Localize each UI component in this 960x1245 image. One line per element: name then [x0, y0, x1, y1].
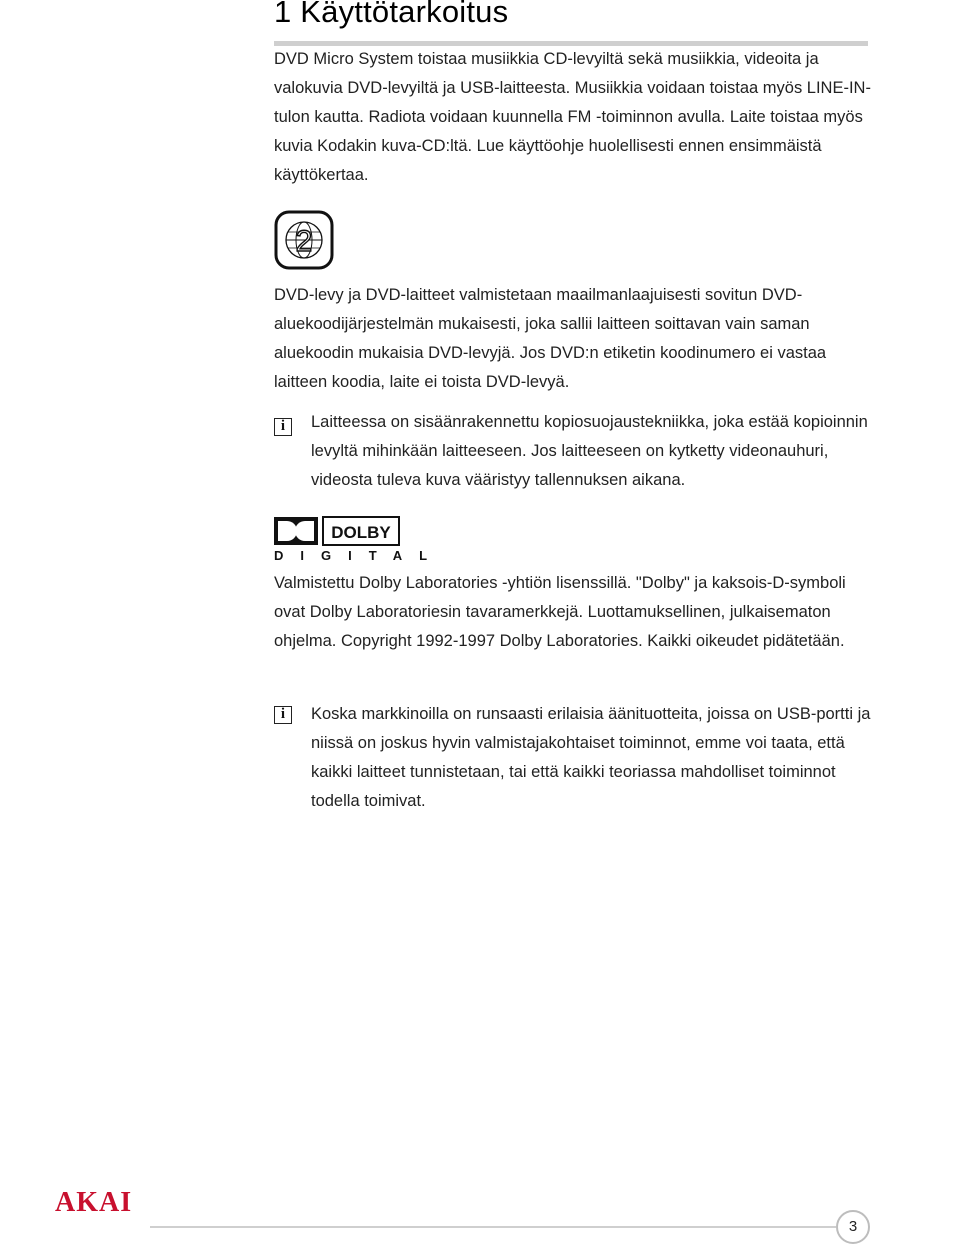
info-icon: i: [274, 418, 292, 436]
intro-paragraph: DVD Micro System toistaa musiikkia CD-levyiltä sekä musiikkia, videoita ja valokuvia DVD-levyiltä ja USB-laitteesta. Musiikkia voidaan toistaa myös LINE-IN-tulon kautta. Radiota voidaan kuunnella FM -toiminnon avulla. Laite toistaa myös kuvia Kodakin kuva-CD:ltä. Lue käyttöohje huolellisesti ennen ensimmäistä käyttökertaa.: [274, 50, 871, 184]
dolby-logo-word: DOLBY: [331, 523, 391, 542]
dvd-region-2-icon: [274, 210, 334, 275]
section-title: 1 Käyttötarkoitus: [274, 0, 509, 29]
copy-protection-note: Laitteessa on sisäänrakennettu kopiosuojaustekniikka, joka estää kopioinnin levyltä mihinkään laitteeseen. Jos laitteeseen on kytketty videonauhuri, videosta tuleva kuva vääristyy tallennuksen aikana.: [311, 413, 868, 489]
info-icon: i: [274, 706, 292, 724]
dolby-logo-sub: DIGITAL: [274, 548, 445, 563]
dolby-digital-logo: [274, 516, 445, 567]
dolby-paragraph: Valmistettu Dolby Laboratories -yhtiön lisenssillä. "Dolby" ja kaksois-D-symboli ovat Dolby Laboratoriesin tavaramerkkejä. Luottamuksellinen, julkaisematon ohjelma. Copyright 1992-1997 Dolby Laboratories. Kaikki oikeudet pidätetään.: [274, 574, 846, 650]
akai-brand-logo: [55, 1186, 150, 1221]
akai-logo-text: AKAI: [55, 1187, 133, 1218]
region-code: 2: [295, 225, 313, 258]
footer-divider: [150, 1226, 836, 1228]
usb-compatibility-note: Koska markkinoilla on runsaasti erilaisia äänituotteita, joissa on USB-portti ja niissä on joskus hyvin valmistajakohtaiset toiminnot, emme voi taata, että kaikki laitteet tunnistetaan, tai että kaikki teoriassa mahdolliset toiminnot todella toimivat.: [311, 705, 871, 810]
page-number: 3: [836, 1210, 870, 1244]
region-paragraph: DVD-levy ja DVD-laitteet valmistetaan maailmanlaajuisesti sovitun DVD-aluekoodijärjestelmän mukaisesti, joka sallii laitteen soittavan vain saman aluekoodin mukaisia DVD-levyjä. Jos DVD:n etiketin koodinumero ei vastaa laitteen koodia, laite ei toista DVD-levyä.: [274, 286, 827, 391]
